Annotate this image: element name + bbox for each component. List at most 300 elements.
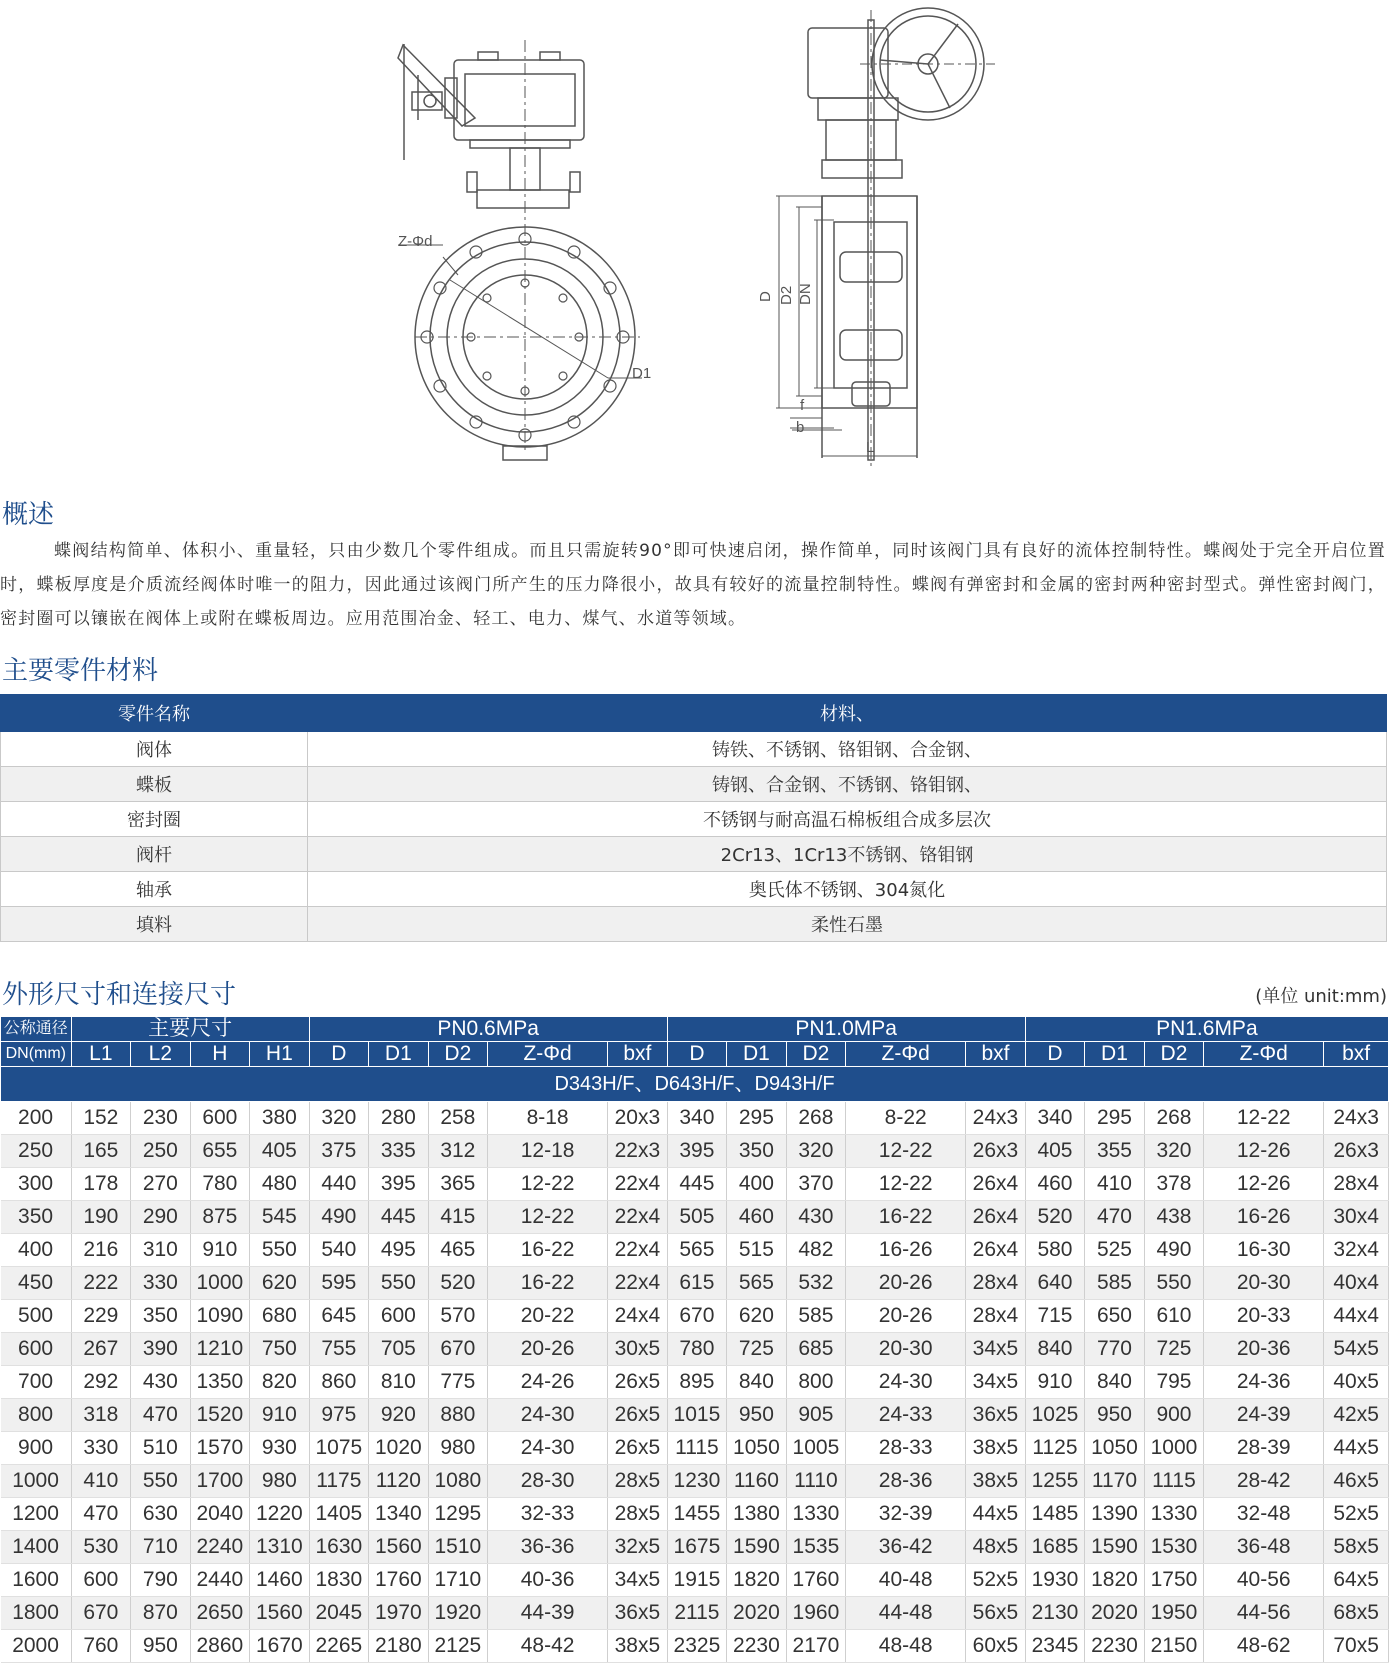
dimensions-cell: 860: [309, 1366, 369, 1399]
dimensions-cell: 1675: [667, 1531, 727, 1564]
dimensions-cell: 1670: [250, 1630, 310, 1663]
dimensions-cell: 565: [667, 1234, 727, 1267]
dimensions-sub-header: L1: [71, 1042, 131, 1067]
dimensions-cell: 48-62: [1204, 1630, 1324, 1663]
dimensions-cell: 28x5: [608, 1465, 668, 1498]
dimensions-cell: 20-33: [1204, 1300, 1324, 1333]
dimensions-cell: 24-30: [846, 1366, 966, 1399]
dimensions-cell: 430: [131, 1366, 191, 1399]
label-dn: DN: [797, 283, 814, 305]
dimensions-cell: 24-36: [1204, 1366, 1324, 1399]
materials-part-cell: 蝶板: [1, 767, 308, 802]
dimensions-cell: 1025: [1025, 1399, 1085, 1432]
dimensions-cell: 710: [131, 1531, 191, 1564]
dimensions-sub-header: D2: [428, 1042, 488, 1067]
dimensions-cell: 670: [428, 1333, 488, 1366]
dimensions-cell: 310: [131, 1234, 191, 1267]
dimensions-cell: 2115: [667, 1597, 727, 1630]
dimensions-cell: 520: [428, 1267, 488, 1300]
dimensions-row: [1, 1234, 1389, 1267]
dimensions-cell: 1600: [1, 1564, 72, 1597]
dimensions-cell: 2125: [428, 1630, 488, 1663]
dimensions-cell: 390: [131, 1333, 191, 1366]
dimensions-cell: 1160: [727, 1465, 787, 1498]
dimensions-cell: 400: [727, 1168, 787, 1201]
dimensions-cell: 24x4: [608, 1300, 668, 1333]
dimensions-cell: 12-22: [1204, 1102, 1324, 1135]
valve-technical-drawing: [0, 0, 1389, 470]
dimensions-cell: 1685: [1025, 1531, 1085, 1564]
dimensions-cell: 570: [428, 1300, 488, 1333]
dimensions-cell: 350: [131, 1300, 191, 1333]
dimensions-cell: 1000: [1, 1465, 72, 1498]
dimensions-cell: 530: [71, 1531, 131, 1564]
dimensions-cell: 2020: [1085, 1597, 1145, 1630]
dimensions-cell: 1310: [250, 1531, 310, 1564]
label-d: D: [757, 291, 774, 302]
dimensions-cell: 840: [1085, 1366, 1145, 1399]
dimensions-cell: 2265: [309, 1630, 369, 1663]
dimensions-cell: 1920: [428, 1597, 488, 1630]
dimensions-cell: 36x5: [608, 1597, 668, 1630]
dimensions-cell: 64x5: [1324, 1564, 1389, 1597]
dimensions-cell: 34x5: [966, 1333, 1026, 1366]
dimensions-cell: 32-48: [1204, 1498, 1324, 1531]
dimensions-cell: 515: [727, 1234, 787, 1267]
dimensions-cell: 505: [667, 1201, 727, 1234]
dimensions-sub-header: D: [667, 1042, 727, 1067]
dimensions-cell: 16-22: [488, 1267, 608, 1300]
dimensions-cell: 24-33: [846, 1399, 966, 1432]
label-f: f: [800, 397, 805, 414]
dimensions-cell: 229: [71, 1300, 131, 1333]
dimensions-cell: 30x4: [1324, 1201, 1389, 1234]
dimensions-cell: 1510: [428, 1531, 488, 1564]
dimensions-cell: 44x5: [966, 1498, 1026, 1531]
materials-part-cell: 密封圈: [1, 802, 308, 837]
dimensions-cell: 670: [71, 1597, 131, 1630]
dimensions-cell: 800: [786, 1366, 846, 1399]
dimensions-cell: 2150: [1144, 1630, 1204, 1663]
dimensions-cell: 650: [1085, 1300, 1145, 1333]
dimensions-cell: 1350: [190, 1366, 250, 1399]
dimensions-cell: 32x4: [1324, 1234, 1389, 1267]
dimensions-cell: 595: [309, 1267, 369, 1300]
dimensions-sub-header: D1: [1085, 1042, 1145, 1067]
dimensions-row: [1, 1630, 1389, 1663]
dimensions-cell: 725: [1144, 1333, 1204, 1366]
dimensions-cell: 12-26: [1204, 1135, 1324, 1168]
dimensions-cell: 26x5: [608, 1399, 668, 1432]
dimensions-cell: 1960: [786, 1597, 846, 1630]
model-header: D343H/F、D643H/F、D943H/F: [1, 1067, 1389, 1102]
side-body: [822, 196, 917, 458]
dimensions-cell: 330: [71, 1432, 131, 1465]
dimensions-cell: 670: [667, 1300, 727, 1333]
dimensions-cell: 2130: [1025, 1597, 1085, 1630]
dimensions-cell: 395: [369, 1168, 429, 1201]
dimensions-cell: 930: [250, 1432, 310, 1465]
dimensions-cell: 1560: [369, 1531, 429, 1564]
dimensions-cell: 410: [71, 1465, 131, 1498]
dimensions-cell: 26x3: [966, 1135, 1026, 1168]
dimensions-cell: 775: [428, 1366, 488, 1399]
group-header-pn06: PN0.6MPa: [309, 1017, 667, 1042]
dimensions-cell: 470: [1085, 1201, 1145, 1234]
materials-part-cell: 阀杆: [1, 837, 308, 872]
dimensions-cell: 550: [131, 1465, 191, 1498]
materials-row: [1, 732, 1387, 767]
dimensions-cell: 410: [1085, 1168, 1145, 1201]
dimensions-cell: 24-30: [488, 1399, 608, 1432]
dimensions-cell: 268: [786, 1102, 846, 1135]
dimensions-cell: 630: [131, 1498, 191, 1531]
dimensions-cell: 1455: [667, 1498, 727, 1531]
dimensions-cell: 1005: [786, 1432, 846, 1465]
materials-material-cell: 铸钢、合金钢、不锈钢、铬钼钢、: [308, 767, 1387, 802]
materials-part-cell: 填料: [1, 907, 308, 942]
dimensions-cell: 1380: [727, 1498, 787, 1531]
dimensions-cell: 520: [1025, 1201, 1085, 1234]
front-flange: [398, 227, 642, 460]
dimensions-cell: 900: [1144, 1399, 1204, 1432]
dimensions-cell: 28-42: [1204, 1465, 1324, 1498]
dimensions-model-row: [1, 1067, 1389, 1102]
dimensions-cell: 1560: [250, 1597, 310, 1630]
dimensions-cell: 26x4: [966, 1234, 1026, 1267]
dimensions-cell: 38x5: [966, 1465, 1026, 1498]
dimensions-cell: 58x5: [1324, 1531, 1389, 1564]
dimensions-cell: 54x5: [1324, 1333, 1389, 1366]
overview-heading: 概述: [2, 500, 55, 530]
dimensions-cell: 32x5: [608, 1531, 668, 1564]
dimensions-cell: 875: [190, 1201, 250, 1234]
dimensions-cell: 280: [369, 1102, 429, 1135]
dimensions-cell: 20-30: [846, 1333, 966, 1366]
dimensions-cell: 1330: [1144, 1498, 1204, 1531]
dimensions-cell: 16-22: [488, 1234, 608, 1267]
dimensions-cell: 56x5: [966, 1597, 1026, 1630]
dimensions-row: [1, 1300, 1389, 1333]
dimensions-cell: 1255: [1025, 1465, 1085, 1498]
dimensions-cell: 438: [1144, 1201, 1204, 1234]
dimensions-cell: 32-39: [846, 1498, 966, 1531]
dimensions-cell: 370: [786, 1168, 846, 1201]
dimensions-cell: 330: [131, 1267, 191, 1300]
dimensions-cell: 450: [1, 1267, 72, 1300]
dimensions-cell: 16-26: [1204, 1201, 1324, 1234]
dimensions-cell: 585: [1085, 1267, 1145, 1300]
dimensions-cell: 820: [250, 1366, 310, 1399]
dimensions-cell: 880: [428, 1399, 488, 1432]
dimensions-cell: 2040: [190, 1498, 250, 1531]
dimensions-cell: 460: [1025, 1168, 1085, 1201]
dimensions-cell: 42x5: [1324, 1399, 1389, 1432]
dimensions-cell: 295: [1085, 1102, 1145, 1135]
dimensions-cell: 8-18: [488, 1102, 608, 1135]
dimensions-cell: 1915: [667, 1564, 727, 1597]
dimensions-cell: 685: [786, 1333, 846, 1366]
dimensions-sub-header-row: [1, 1042, 1389, 1067]
dimensions-table: [0, 1016, 1389, 1663]
dimensions-cell: 365: [428, 1168, 488, 1201]
dimensions-cell: 12-22: [488, 1168, 608, 1201]
dimensions-cell: 920: [369, 1399, 429, 1432]
dimensions-cell: 24x3: [1324, 1102, 1389, 1135]
dimensions-cell: 340: [1025, 1102, 1085, 1135]
dimensions-cell: 38x5: [966, 1432, 1026, 1465]
dimensions-cell: 490: [309, 1201, 369, 1234]
dimensions-cell: 250: [131, 1135, 191, 1168]
dimensions-cell: 1460: [250, 1564, 310, 1597]
dimensions-cell: 1020: [369, 1432, 429, 1465]
materials-table: [0, 694, 1387, 942]
materials-row: [1, 802, 1387, 837]
dimensions-sub-header: H1: [250, 1042, 310, 1067]
dimensions-cell: 26x5: [608, 1432, 668, 1465]
dimensions-cell: 320: [786, 1135, 846, 1168]
front-handwheel: [398, 44, 475, 160]
dimensions-cell: 900: [1, 1432, 72, 1465]
dimensions-row: [1, 1201, 1389, 1234]
dimensions-cell: 350: [1, 1201, 72, 1234]
dimensions-cell: 28-39: [1204, 1432, 1324, 1465]
dimensions-cell: 2345: [1025, 1630, 1085, 1663]
dimensions-cell: 620: [250, 1267, 310, 1300]
dimensions-cell: 340: [667, 1102, 727, 1135]
dimensions-cell: 2440: [190, 1564, 250, 1597]
materials-row: [1, 767, 1387, 802]
dimensions-cell: 1175: [309, 1465, 369, 1498]
dimensions-cell: 28-30: [488, 1465, 608, 1498]
dimensions-cell: 22x4: [608, 1267, 668, 1300]
dimensions-cell: 40x4: [1324, 1267, 1389, 1300]
dimensions-row: [1, 1432, 1389, 1465]
dimensions-cell: 230: [131, 1102, 191, 1135]
dimensions-cell: 12-26: [1204, 1168, 1324, 1201]
dimensions-cell: 2180: [369, 1630, 429, 1663]
dimensions-sub-header: D1: [727, 1042, 787, 1067]
dimensions-cell: 1970: [369, 1597, 429, 1630]
dimensions-cell: 500: [1, 1300, 72, 1333]
dimensions-cell: 320: [1144, 1135, 1204, 1168]
dimensions-sub-header: bxf: [608, 1042, 668, 1067]
dimensions-cell: 1570: [190, 1432, 250, 1465]
dimensions-cell: 60x5: [966, 1630, 1026, 1663]
dimensions-cell: 700: [1, 1366, 72, 1399]
dimensions-cell: 400: [1, 1234, 72, 1267]
dimensions-cell: 780: [667, 1333, 727, 1366]
dimensions-cell: 22x4: [608, 1234, 668, 1267]
dimensions-cell: 980: [250, 1465, 310, 1498]
dimensions-cell: 445: [369, 1201, 429, 1234]
dimensions-cell: 28x4: [966, 1267, 1026, 1300]
dimensions-cell: 2860: [190, 1630, 250, 1663]
materials-header-row: [1, 695, 1387, 732]
dimensions-cell: 2170: [786, 1630, 846, 1663]
label-d1: D1: [632, 365, 652, 382]
dimensions-cell: 460: [727, 1201, 787, 1234]
dimensions-cell: 12-22: [846, 1168, 966, 1201]
dimensions-cell: 318: [71, 1399, 131, 1432]
dimensions-cell: 1120: [369, 1465, 429, 1498]
dimensions-cell: 1090: [190, 1300, 250, 1333]
dimensions-cell: 600: [190, 1102, 250, 1135]
dimensions-cell: 2230: [1085, 1630, 1145, 1663]
dimensions-cell: 320: [309, 1102, 369, 1135]
dimensions-cell: 600: [71, 1564, 131, 1597]
dimensions-row: [1, 1333, 1389, 1366]
dimensions-cell: 470: [131, 1399, 191, 1432]
dimensions-row: [1, 1564, 1389, 1597]
dimensions-cell: 1230: [667, 1465, 727, 1498]
dimensions-cell: 335: [369, 1135, 429, 1168]
dimensions-cell: 1340: [369, 1498, 429, 1531]
dimensions-cell: 950: [1085, 1399, 1145, 1432]
dimensions-cell: 770: [1085, 1333, 1145, 1366]
dimensions-cell: 28-36: [846, 1465, 966, 1498]
label-l: L: [866, 439, 875, 456]
dimensions-cell: 2045: [309, 1597, 369, 1630]
dimensions-cell: 810: [369, 1366, 429, 1399]
dimensions-cell: 910: [190, 1234, 250, 1267]
dimensions-cell: 715: [1025, 1300, 1085, 1333]
dimensions-cell: 70x5: [1324, 1630, 1389, 1663]
dimensions-cell: 222: [71, 1267, 131, 1300]
dimensions-cell: 44-56: [1204, 1597, 1324, 1630]
dimensions-cell: 1125: [1025, 1432, 1085, 1465]
materials-row: [1, 907, 1387, 942]
dimensions-cell: 655: [190, 1135, 250, 1168]
dimensions-cell: 36x5: [966, 1399, 1026, 1432]
side-dimension-lines: [776, 196, 917, 456]
dimensions-cell: 40-48: [846, 1564, 966, 1597]
materials-material-cell: 奥氏体不锈钢、304氮化: [308, 872, 1387, 907]
dimensions-cell: 1520: [190, 1399, 250, 1432]
dimensions-cell: 24-30: [488, 1432, 608, 1465]
materials-header-part: 零件名称: [1, 695, 308, 732]
dimensions-cell: 870: [131, 1597, 191, 1630]
dimensions-cell: 532: [786, 1267, 846, 1300]
dimensions-cell: 600: [369, 1300, 429, 1333]
dimensions-cell: 200: [1, 1102, 72, 1135]
dimensions-sub-header: D: [309, 1042, 369, 1067]
dimensions-cell: 20-22: [488, 1300, 608, 1333]
materials-part-cell: 阀体: [1, 732, 308, 767]
dimensions-cell: 40-36: [488, 1564, 608, 1597]
dimensions-sub-header: Z-Φd: [488, 1042, 608, 1067]
dimensions-cell: 52x5: [966, 1564, 1026, 1597]
dimensions-cell: 44-48: [846, 1597, 966, 1630]
dimensions-cell: 1115: [667, 1432, 727, 1465]
dimensions-cell: 295: [727, 1102, 787, 1135]
dimensions-cell: 1485: [1025, 1498, 1085, 1531]
dimensions-cell: 480: [250, 1168, 310, 1201]
dimensions-cell: 26x4: [966, 1201, 1026, 1234]
dimensions-cell: 26x3: [1324, 1135, 1389, 1168]
dimensions-cell: 395: [667, 1135, 727, 1168]
dimensions-row: [1, 1135, 1389, 1168]
dimensions-cell: 30x5: [608, 1333, 668, 1366]
dimensions-sub-header: Z-Φd: [846, 1042, 966, 1067]
dimensions-cell: 1295: [428, 1498, 488, 1531]
dimensions-cell: 1115: [1144, 1465, 1204, 1498]
dimensions-cell: 470: [71, 1498, 131, 1531]
dimensions-cell: 640: [1025, 1267, 1085, 1300]
dimensions-cell: 12-22: [488, 1201, 608, 1234]
dimensions-cell: 2000: [1, 1630, 72, 1663]
dimensions-cell: 725: [727, 1333, 787, 1366]
dimensions-cell: 28x4: [1324, 1168, 1389, 1201]
dimensions-cell: 48x5: [966, 1531, 1026, 1564]
dimensions-cell: 22x4: [608, 1201, 668, 1234]
dimensions-cell: 645: [309, 1300, 369, 1333]
dimensions-cell: 24x3: [966, 1102, 1026, 1135]
dimensions-cell: 510: [131, 1432, 191, 1465]
dimensions-cell: 490: [1144, 1234, 1204, 1267]
dimensions-cell: 795: [1144, 1366, 1204, 1399]
dimensions-cell: 610: [1144, 1300, 1204, 1333]
dimensions-cell: 495: [369, 1234, 429, 1267]
dimensions-cell: 380: [250, 1102, 310, 1135]
group-header-pn16: PN1.6MPa: [1025, 1017, 1388, 1042]
dimensions-cell: 415: [428, 1201, 488, 1234]
dimensions-row: [1, 1168, 1389, 1201]
dimensions-sub-header: D2: [1144, 1042, 1204, 1067]
dimensions-cell: 975: [309, 1399, 369, 1432]
materials-heading: 主要零件材料: [2, 656, 159, 686]
dimensions-cell: 565: [727, 1267, 787, 1300]
dimensions-cell: 600: [1, 1333, 72, 1366]
dimensions-cell: 28x4: [966, 1300, 1026, 1333]
dimensions-cell: 615: [667, 1267, 727, 1300]
dimensions-row: [1, 1465, 1389, 1498]
dimensions-cell: 840: [1025, 1333, 1085, 1366]
dimensions-cell: 1710: [428, 1564, 488, 1597]
dimensions-cell: 1000: [190, 1267, 250, 1300]
dimensions-cell: 910: [1025, 1366, 1085, 1399]
dimensions-cell: 1050: [727, 1432, 787, 1465]
dimensions-cell: 905: [786, 1399, 846, 1432]
dimensions-row: [1, 1399, 1389, 1432]
dimensions-cell: 550: [369, 1267, 429, 1300]
dimensions-cell: 405: [250, 1135, 310, 1168]
dimensions-cell: 620: [727, 1300, 787, 1333]
dimensions-cell: 680: [250, 1300, 310, 1333]
dimensions-cell: 950: [727, 1399, 787, 1432]
dimensions-cell: 26x5: [608, 1366, 668, 1399]
dimensions-cell: 1330: [786, 1498, 846, 1531]
dimensions-cell: 22x3: [608, 1135, 668, 1168]
dimensions-cell: 910: [250, 1399, 310, 1432]
dimensions-cell: 312: [428, 1135, 488, 1168]
dimensions-cell: 258: [428, 1102, 488, 1135]
dimensions-cell: 780: [190, 1168, 250, 1201]
front-gearbox: [445, 52, 584, 148]
dimensions-cell: 1220: [250, 1498, 310, 1531]
dimensions-cell: 2230: [727, 1630, 787, 1663]
dimensions-cell: 1760: [369, 1564, 429, 1597]
dimensions-cell: 38x5: [608, 1630, 668, 1663]
dimensions-cell: 1170: [1085, 1465, 1145, 1498]
dimensions-cell: 1800: [1, 1597, 72, 1630]
dimensions-cell: 44x5: [1324, 1432, 1389, 1465]
group-header-main: 主要尺寸: [71, 1017, 309, 1042]
dimensions-sub-header: bxf: [966, 1042, 1026, 1067]
dimensions-cell: 1630: [309, 1531, 369, 1564]
dimensions-cell: 40-56: [1204, 1564, 1324, 1597]
dimensions-row: [1, 1498, 1389, 1531]
